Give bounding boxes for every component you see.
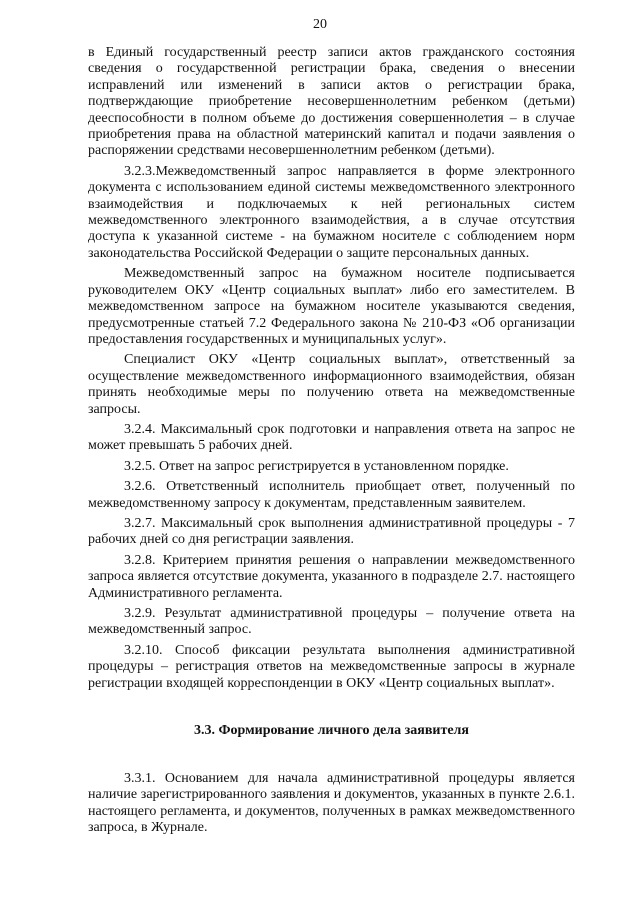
paragraph-3-2-3: 3.2.3.Межведомственный запрос направляется в форме электронного документа с использованием единой системы межведомственного электронного взаимодействия и подключаемых к ней региональных систем межведомственного электронного взаимодействия, а в случае отсутствия доступа к указанной системе - на бумажном носителе с соблюдением норм законодательства Российской Федерации о защите персональных данных. [88, 163, 575, 261]
section-heading: 3.3. Формирование личного дела заявителя [194, 723, 469, 739]
paragraph-specialist: Специалист ОКУ «Центр социальных выплат», ответственный за осуществление межведомственного информационного взаимодействия, обязан принять необходимые меры по получению ответа на межведомственные запросы. [88, 352, 575, 417]
paragraph-3-2-5: 3.2.5. Ответ на запрос регистрируется в установленном порядке. [124, 458, 509, 474]
paragraph-3-2-8: 3.2.8. Критерием принятия решения о направлении межведомственного запроса является отсутствие документа, указанного в подразделе 2.7. настоящего Административного регламента. [88, 552, 575, 601]
paragraph-3-2-6: 3.2.6. Ответственный исполнитель приобщает ответ, полученный по межведомственному запросу к документам, представленным заявителем. [88, 479, 575, 511]
document-body [88, 45, 575, 841]
page-number: 20 [313, 17, 327, 32]
paragraph-continuation: в Единый государственный реестр записи актов гражданского состояния сведения о государственной регистрации брака, сведения о внесении исправлений или изменений в записи актов о регистрации брака, подтверждающие приобретение несовершеннолетним ребенком (детьми) дееспособности в полном объеме до достижения совершеннолетия – в случае приобретения права на областной материнский капитал и подачи заявления о распоряжении средствами несовершеннолетним ребенком (детьми). [88, 45, 575, 159]
paragraph-paper-request: Межведомственный запрос на бумажном носителе подписывается руководителем ОКУ «Центр социальных выплат» либо его заместителем. В межведомственном запросе на бумажном носителе указываются сведения, предусмотренные статьей 7.2 Федерального закона № 210-ФЗ «Об организации предоставления государственных и муниципальных услуг». [88, 266, 575, 347]
paragraph-3-2-4: 3.2.4. Максимальный срок подготовки и направления ответа на запрос не может превышать 5 рабочих дней. [88, 421, 575, 454]
paragraph-3-2-10: 3.2.10. Способ фиксации результата выполнения административной процедуры – регистрация ответов на межведомственные запросы в журнале регистрации входящей корреспонденции в ОКУ «Центр социальных выплат». [88, 642, 575, 691]
paragraph-3-2-9: 3.2.9. Результат административной процедуры – получение ответа на межведомственный запрос. [88, 606, 575, 638]
paragraph-3-2-7: 3.2.7. Максимальный срок выполнения административной процедуры - 7 рабочих дней со дня регистрации заявления. [88, 515, 575, 548]
paragraph-3-3-1: 3.3.1. Основанием для начала административной процедуры является наличие зарегистрированного заявления и документов, указанных в пункте 2.6.1. настоящего регламента, и документов, полученных в рамках межведомственного запроса, в Журнале. [88, 771, 575, 836]
